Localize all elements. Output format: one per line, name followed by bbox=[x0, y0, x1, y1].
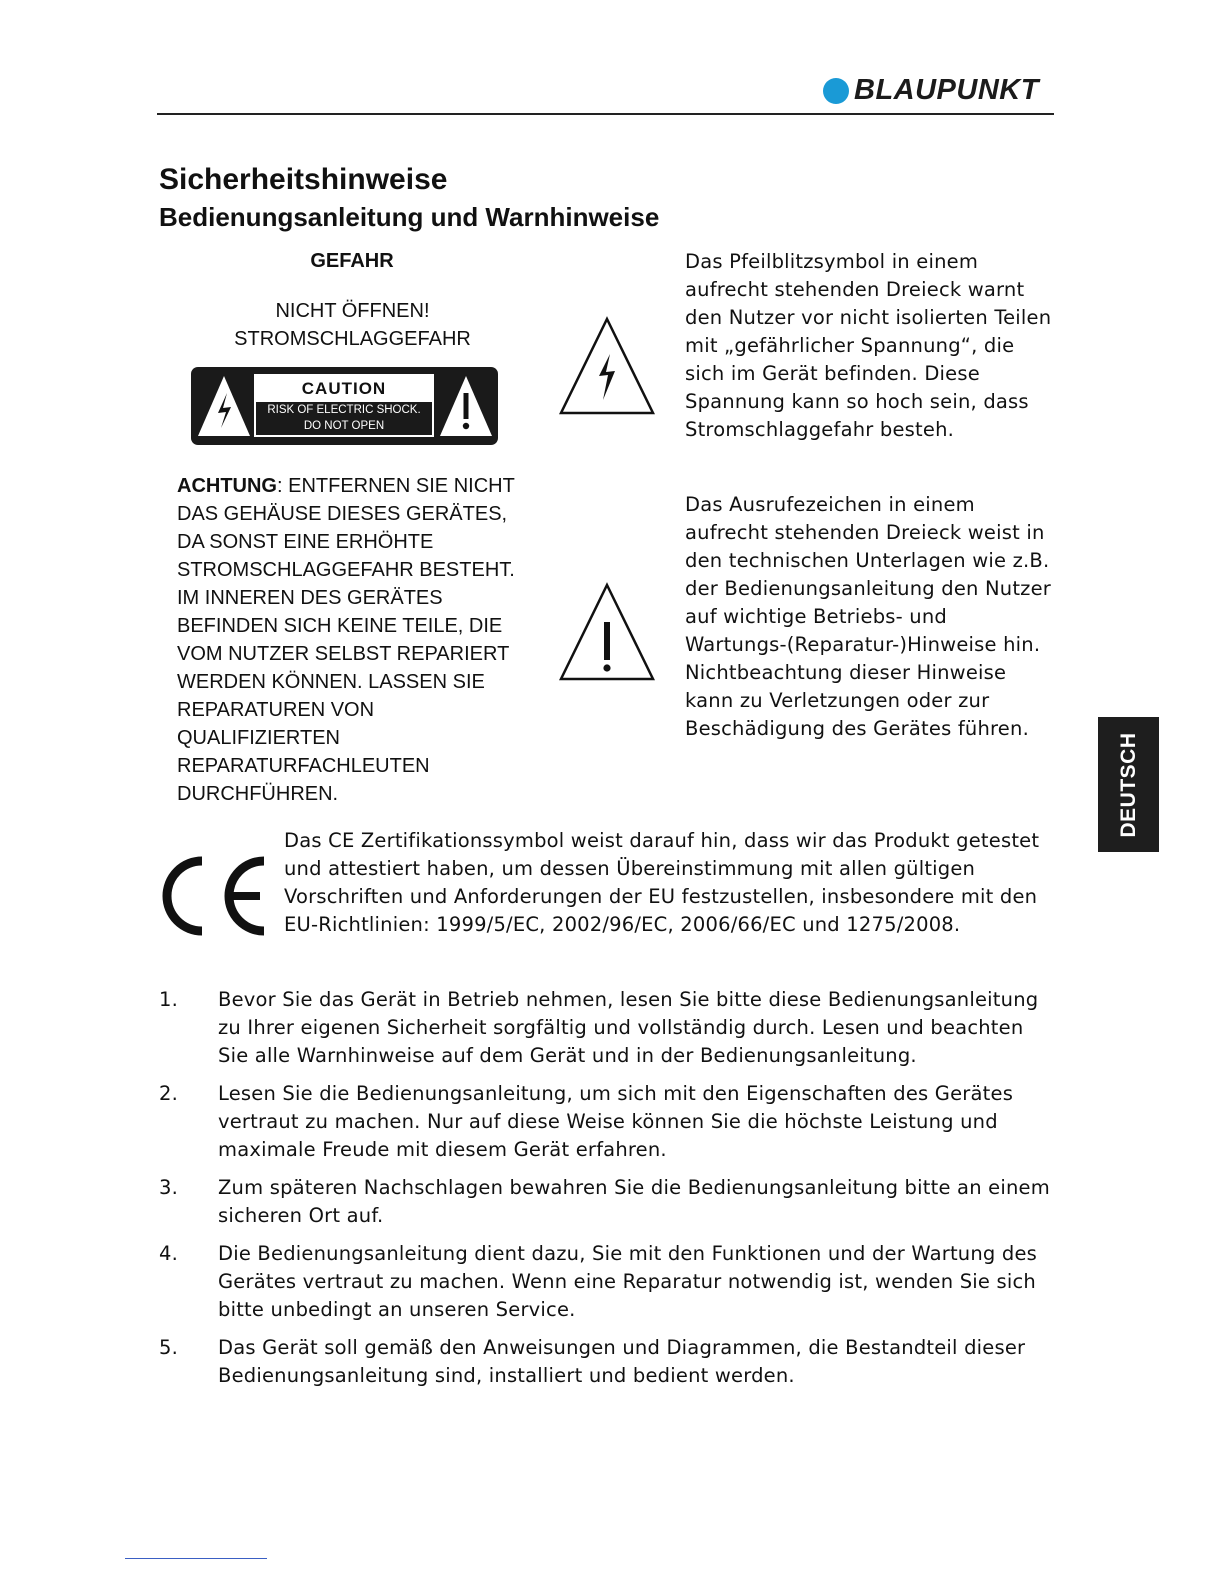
danger-warning-line1: NICHT ÖFFNEN! bbox=[275, 300, 430, 322]
list-item-text: Das Gerät soll gemäß den Anweisungen und Diagrammen, die Bestandteil dieser Bedienungsanleitung sind, installiert und bedient werden. bbox=[218, 1336, 1026, 1387]
list-item-number: 4. bbox=[159, 1242, 179, 1265]
caution-label bbox=[191, 367, 498, 445]
list-item-number: 2. bbox=[159, 1082, 179, 1105]
ce-text: Das CE Zertifikationssymbol weist darauf hin, dass wir das Produkt getestet und attestiert haben, um dessen Übereinstimmung mit allen gültigen Vorschriften und Anforderungen der EU festzustellen, insbesondere mit den EU-Richtlinien: 1999/5/EC, 2002/96/EC, 2006/66/EC und 1275/2008. bbox=[284, 829, 1040, 936]
danger-heading: GEFAHR bbox=[310, 250, 394, 272]
list-item bbox=[159, 1080, 1059, 1164]
danger-warning-line2: STROMSCHLAGGEFAHR bbox=[234, 328, 471, 350]
exclamation-triangle-icon bbox=[558, 582, 656, 682]
exclamation-symbol-text: Das Ausrufezeichen in einem aufrecht stehenden Dreieck weist in den technischen Unterlagen wie z.B. der Bedienungsanleitung den Nutzer auf wichtige Betriebs- und Wartungs-(Reparatur-)Hinweise hin. Nichtbeachtung dieser Hinweise kann zu Verletzungen oder zur Beschädigung des Gerätes führen. bbox=[685, 493, 1052, 740]
list-item bbox=[159, 1334, 1059, 1390]
lightning-triangle-icon bbox=[558, 316, 656, 416]
language-tab bbox=[1098, 717, 1159, 852]
list-item-text: Zum späteren Nachschlagen bewahren Sie die Bedienungsanleitung bitte an einem sicheren Ort auf. bbox=[218, 1176, 1050, 1227]
attention-label: ACHTUNG bbox=[177, 475, 277, 497]
exclamation-triangle-icon bbox=[438, 373, 494, 439]
list-item bbox=[159, 1174, 1059, 1230]
list-item bbox=[159, 986, 1059, 1070]
header-divider bbox=[157, 113, 1054, 115]
instruction-list bbox=[159, 986, 1059, 1400]
attention-paragraph bbox=[177, 472, 537, 808]
language-tab-label: DEUTSCH bbox=[1116, 731, 1140, 838]
caution-caption: CAUTION bbox=[256, 376, 432, 402]
brand-logo bbox=[823, 76, 1039, 105]
lightning-symbol-text: Das Pfeilblitzsymbol in einem aufrecht stehenden Dreieck warnt den Nutzer vor nicht isolierten Teilen mit „gefährlicher Spannung“, die sich im Gerät befinden. Diese Spannung kann so hoch sein, dass Stromschlaggefahr besteh. bbox=[685, 250, 1052, 441]
footer-line bbox=[125, 1558, 267, 1559]
caution-line1: RISK OF ELECTRIC SHOCK. bbox=[267, 404, 421, 416]
brand-name: BLAUPUNKT bbox=[854, 74, 1039, 106]
lightning-triangle-icon bbox=[196, 373, 252, 439]
list-item-number: 1. bbox=[159, 988, 179, 1011]
list-item-text: Lesen Sie die Bedienungsanleitung, um sich mit den Eigenschaften des Gerätes vertraut zu machen. Nur auf diese Weise können Sie die höchste Leistung und maximale Freude mit diesem Gerät erfahren. bbox=[218, 1082, 1014, 1161]
page-subtitle: Bedienungsanleitung und Warnhinweise bbox=[159, 202, 660, 232]
list-item-text: Bevor Sie das Gerät in Betrieb nehmen, lesen Sie bitte diese Bedienungsanleitung zu Ihrer eigenen Sicherheit sorgfältig und vollständig durch. Lesen und beachten Sie alle Warnhinweise auf dem Gerät und in der Bedienungsanleitung. bbox=[218, 988, 1039, 1067]
caution-text-box bbox=[254, 374, 434, 437]
danger-warning bbox=[200, 297, 505, 353]
caution-line2: DO NOT OPEN bbox=[303, 420, 385, 432]
list-item-number: 3. bbox=[159, 1176, 179, 1199]
brand-dot-icon bbox=[823, 78, 849, 104]
list-item-number: 5. bbox=[159, 1336, 179, 1359]
page-title: Sicherheitshinweise bbox=[159, 163, 448, 196]
list-item-text: Die Bedienungsanleitung dient dazu, Sie mit den Funktionen und der Wartung des Gerätes vertraut zu machen. Wenn eine Reparatur notwendig ist, wenden Sie sich bitte unbedingt an unseren Service. bbox=[218, 1242, 1038, 1321]
attention-text: : ENTFERNEN SIE NICHT DAS GEHÄUSE DIESES GERÄTES, DA SONST EINE ERHÖHTE STROMSCHLAGGEFAHR BESTEHT. IM INNEREN DES GERÄTES BEFINDEN SICH KEINE TEILE, DIE VOM NUTZER SELBST REPARIERT WERDEN KÖNNEN. LASSEN SIE REPARATUREN VON QUALIFIZIERTEN REPARATURFACHLEUTEN DURCHFÜHREN. bbox=[177, 475, 515, 805]
list-item bbox=[159, 1240, 1059, 1324]
ce-mark-icon bbox=[160, 855, 272, 937]
